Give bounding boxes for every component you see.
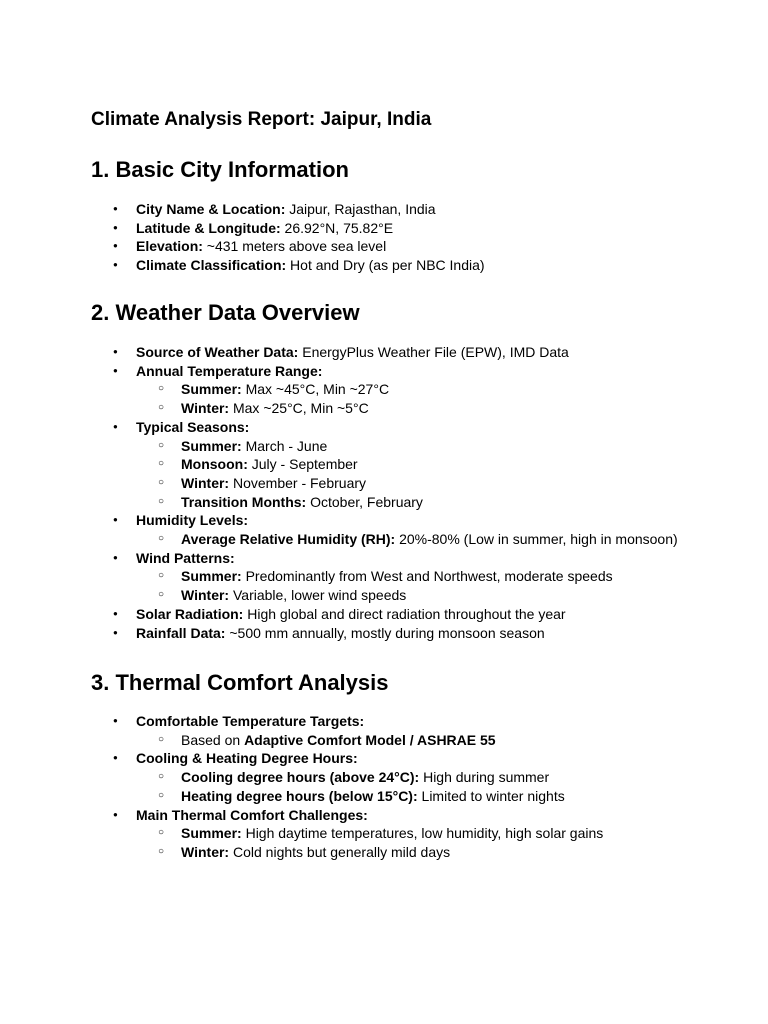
sub-list-item: ○ Based on Adaptive Comfort Model / ASHRAE 55	[91, 731, 731, 750]
section-heading-basic-city-information: 1. Basic City Information	[91, 157, 349, 182]
sub-list-item: ○ Summer: High daytime temperatures, low humidity, high solar gains	[91, 824, 731, 843]
basic-info-list	[91, 200, 731, 275]
sub-list-item: ○ Winter: November - February	[91, 474, 731, 493]
sub-list-item: ○ Monsoon: July - September	[91, 455, 731, 474]
sub-list-item: ○ Heating degree hours (below 15°C): Limited to winter nights	[91, 787, 731, 806]
thermal-comfort-list	[91, 712, 731, 862]
list-item: ● Main Thermal Comfort Challenges:	[91, 806, 731, 825]
sub-list-item: ○ Winter: Cold nights but generally mild days	[91, 843, 731, 862]
list-item: ● Latitude & Longitude: 26.92°N, 75.82°E	[91, 219, 731, 238]
list-item: ● Solar Radiation: High global and direct radiation throughout the year	[91, 605, 731, 624]
list-item: ● Humidity Levels:	[91, 511, 731, 530]
list-item: ● Climate Classification: Hot and Dry (as per NBC India)	[91, 256, 731, 275]
list-item: ● City Name & Location: Jaipur, Rajasthan, India	[91, 200, 731, 219]
sub-list-item: ○ Transition Months: October, February	[91, 493, 731, 512]
list-item: ● Wind Patterns:	[91, 549, 731, 568]
list-item: ● Rainfall Data: ~500 mm annually, mostly during monsoon season	[91, 624, 731, 643]
sub-list-item: ○ Summer: March - June	[91, 437, 731, 456]
list-item: ● Typical Seasons:	[91, 418, 731, 437]
document-title: Climate Analysis Report: Jaipur, India	[91, 109, 432, 130]
list-item: ● Annual Temperature Range:	[91, 362, 731, 381]
sub-list-item: ○ Winter: Variable, lower wind speeds	[91, 586, 731, 605]
section-heading-weather-data-overview: 2. Weather Data Overview	[91, 300, 360, 325]
list-item: ● Comfortable Temperature Targets:	[91, 712, 731, 731]
sub-list-item: ○ Average Relative Humidity (RH): 20%-80% (Low in summer, high in monsoon)	[91, 530, 731, 549]
sub-list-item: ○ Summer: Max ~45°C, Min ~27°C	[91, 380, 731, 399]
list-item: ● Source of Weather Data: EnergyPlus Weather File (EPW), IMD Data	[91, 343, 731, 362]
sub-list-item: ○ Cooling degree hours (above 24°C): High during summer	[91, 768, 731, 787]
weather-data-list	[91, 343, 731, 642]
list-item: ● Elevation: ~431 meters above sea level	[91, 237, 731, 256]
list-item: ● Cooling & Heating Degree Hours:	[91, 749, 731, 768]
section-heading-thermal-comfort-analysis: 3. Thermal Comfort Analysis	[91, 670, 389, 695]
sub-list-item: ○ Summer: Predominantly from West and Northwest, moderate speeds	[91, 567, 731, 586]
sub-list-item: ○ Winter: Max ~25°C, Min ~5°C	[91, 399, 731, 418]
